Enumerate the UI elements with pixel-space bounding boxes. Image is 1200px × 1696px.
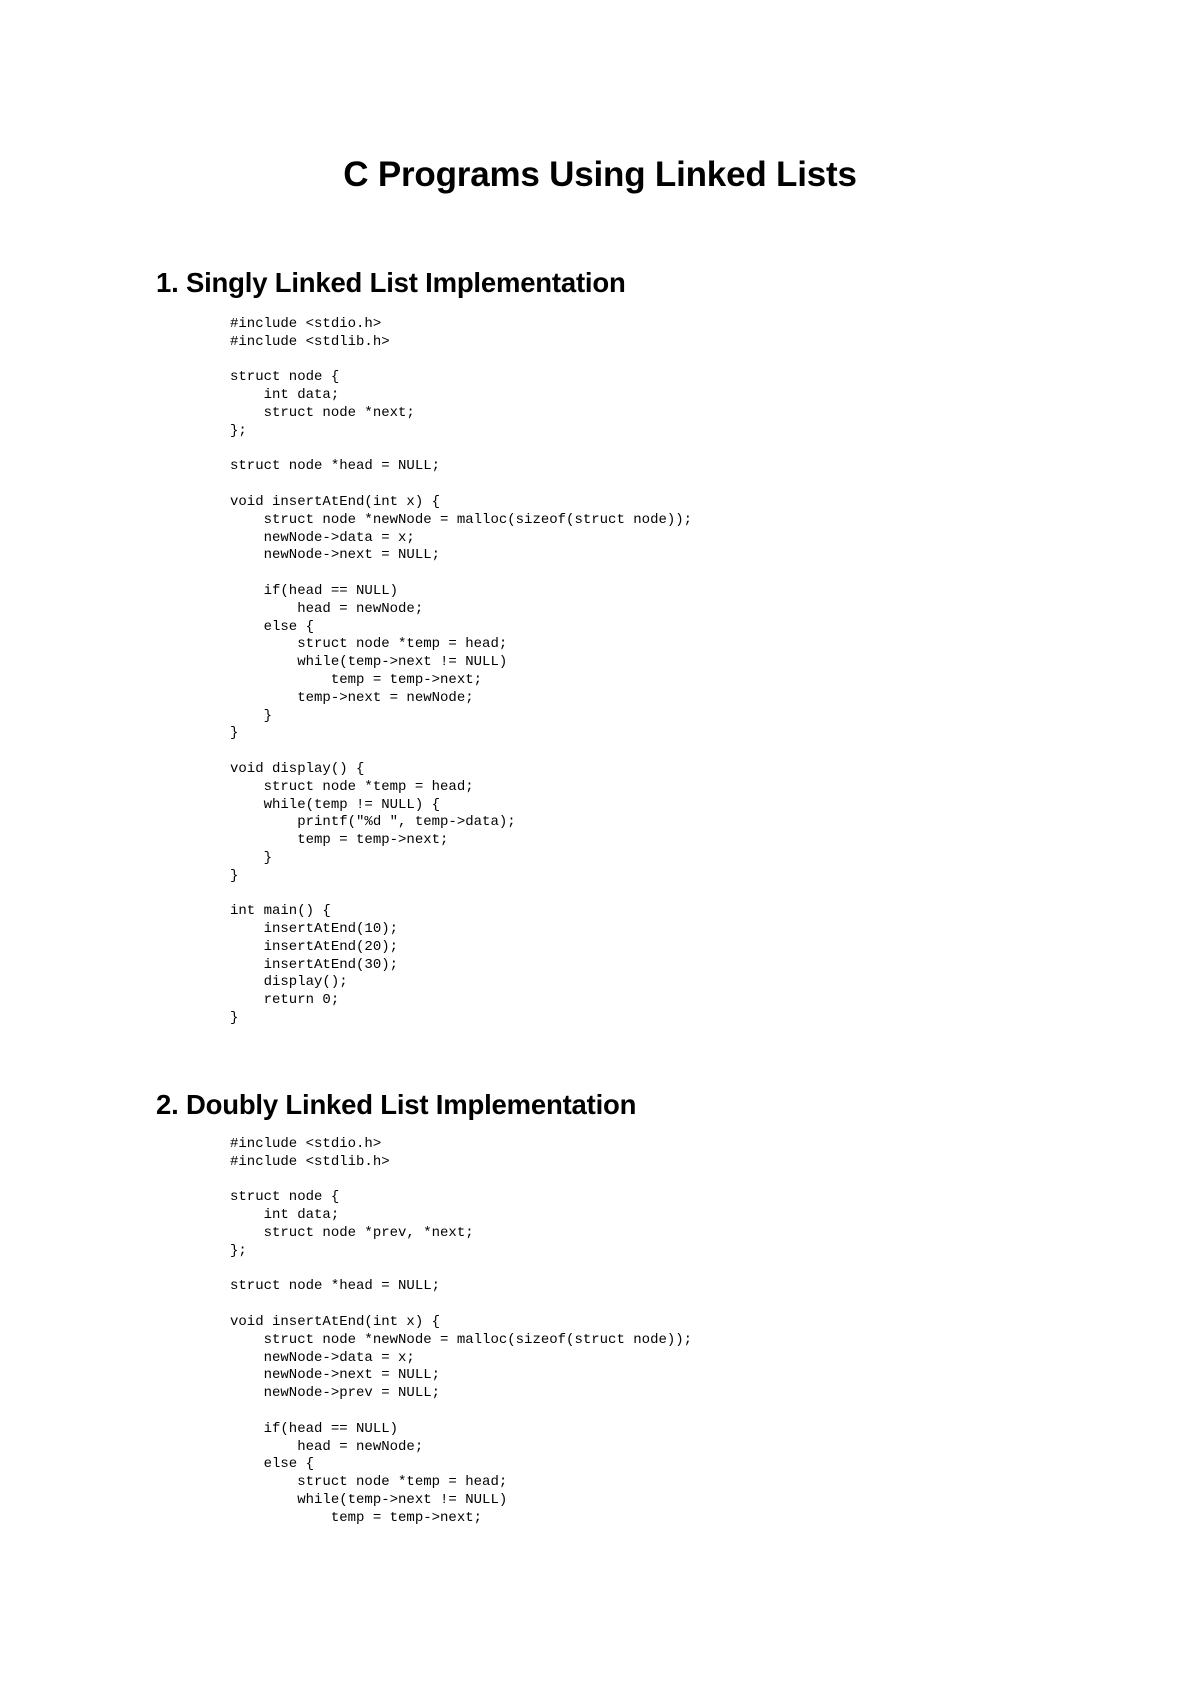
document-title: C Programs Using Linked Lists [343,155,857,194]
code-line: } [230,849,273,866]
code-line: #include <stdio.h> [230,316,382,332]
code-line: void insertAtEnd(int x) { [230,1313,441,1330]
code-line: } [230,725,239,742]
code-line: if(head == NULL) [230,1420,399,1437]
code-line: temp = temp->next; [230,832,449,849]
code-line: } [230,707,273,724]
code-line: head = newNode; [230,600,424,617]
code-line: struct node { [230,369,340,386]
code-line [230,352,692,370]
code-line: struct node *prev, *next; [230,1224,474,1241]
code-line: newNode->prev = NULL; [230,1385,441,1402]
code-line [230,565,692,583]
code-line: temp->next = newNode; [230,689,474,706]
code-line: int main() { [230,903,331,920]
code-line: else { [230,618,315,635]
code-block-singly-linked-list [230,316,692,1028]
code-line: newNode->data = x; [230,529,415,546]
code-line: }; [230,1242,247,1259]
code-line: struct node *temp = head; [230,1474,508,1491]
code-line: head = newNode; [230,1438,424,1455]
code-line: display(); [230,974,348,991]
code-line: while(temp != NULL) { [230,796,441,813]
code-line: if(head == NULL) [230,582,399,599]
code-line: insertAtEnd(20); [230,938,399,955]
code-line: printf("%d ", temp->data); [230,814,516,831]
code-line: void display() { [230,760,365,777]
code-line: } [230,867,239,884]
code-line: else { [230,1456,315,1473]
code-line: #include <stdlib.h> [230,333,390,350]
code-line: newNode->data = x; [230,1349,415,1366]
section-heading-doubly-linked-list: 2. Doubly Linked List Implementation [156,1089,637,1120]
code-line [230,1172,692,1190]
code-line: insertAtEnd(10); [230,921,399,938]
code-line: return 0; [230,992,340,1009]
code-line [230,1296,692,1314]
code-line: } [230,1010,239,1027]
code-line: newNode->next = NULL; [230,1367,441,1384]
code-line: temp = temp->next; [230,1509,483,1526]
code-line [230,1403,692,1421]
code-line: struct node *newNode = malloc(sizeof(struct node)); [230,511,693,528]
code-line [230,441,692,459]
code-line [230,886,692,904]
code-line: int data; [230,1207,340,1224]
section-heading-singly-linked-list: 1. Singly Linked List Implementation [156,267,626,298]
code-line: int data; [230,387,340,404]
code-line: newNode->next = NULL; [230,547,441,564]
code-line: struct node { [230,1189,340,1206]
code-line [230,1261,692,1279]
code-line: struct node *head = NULL; [230,1278,441,1295]
code-line: temp = temp->next; [230,671,483,688]
code-line: while(temp->next != NULL) [230,654,508,671]
code-block-doubly-linked-list [230,1136,692,1528]
code-line: }; [230,422,247,439]
code-line: struct node *temp = head; [230,636,508,653]
code-line: struct node *head = NULL; [230,458,441,475]
code-line [230,476,692,494]
code-line: #include <stdlib.h> [230,1153,390,1170]
code-line: while(temp->next != NULL) [230,1491,508,1508]
code-line: struct node *next; [230,404,415,421]
code-line: struct node *newNode = malloc(sizeof(struct node)); [230,1331,693,1348]
code-line: insertAtEnd(30); [230,956,399,973]
code-line: struct node *temp = head; [230,778,474,795]
code-line [230,743,692,761]
code-line: #include <stdio.h> [230,1136,382,1152]
code-line: void insertAtEnd(int x) { [230,493,441,510]
